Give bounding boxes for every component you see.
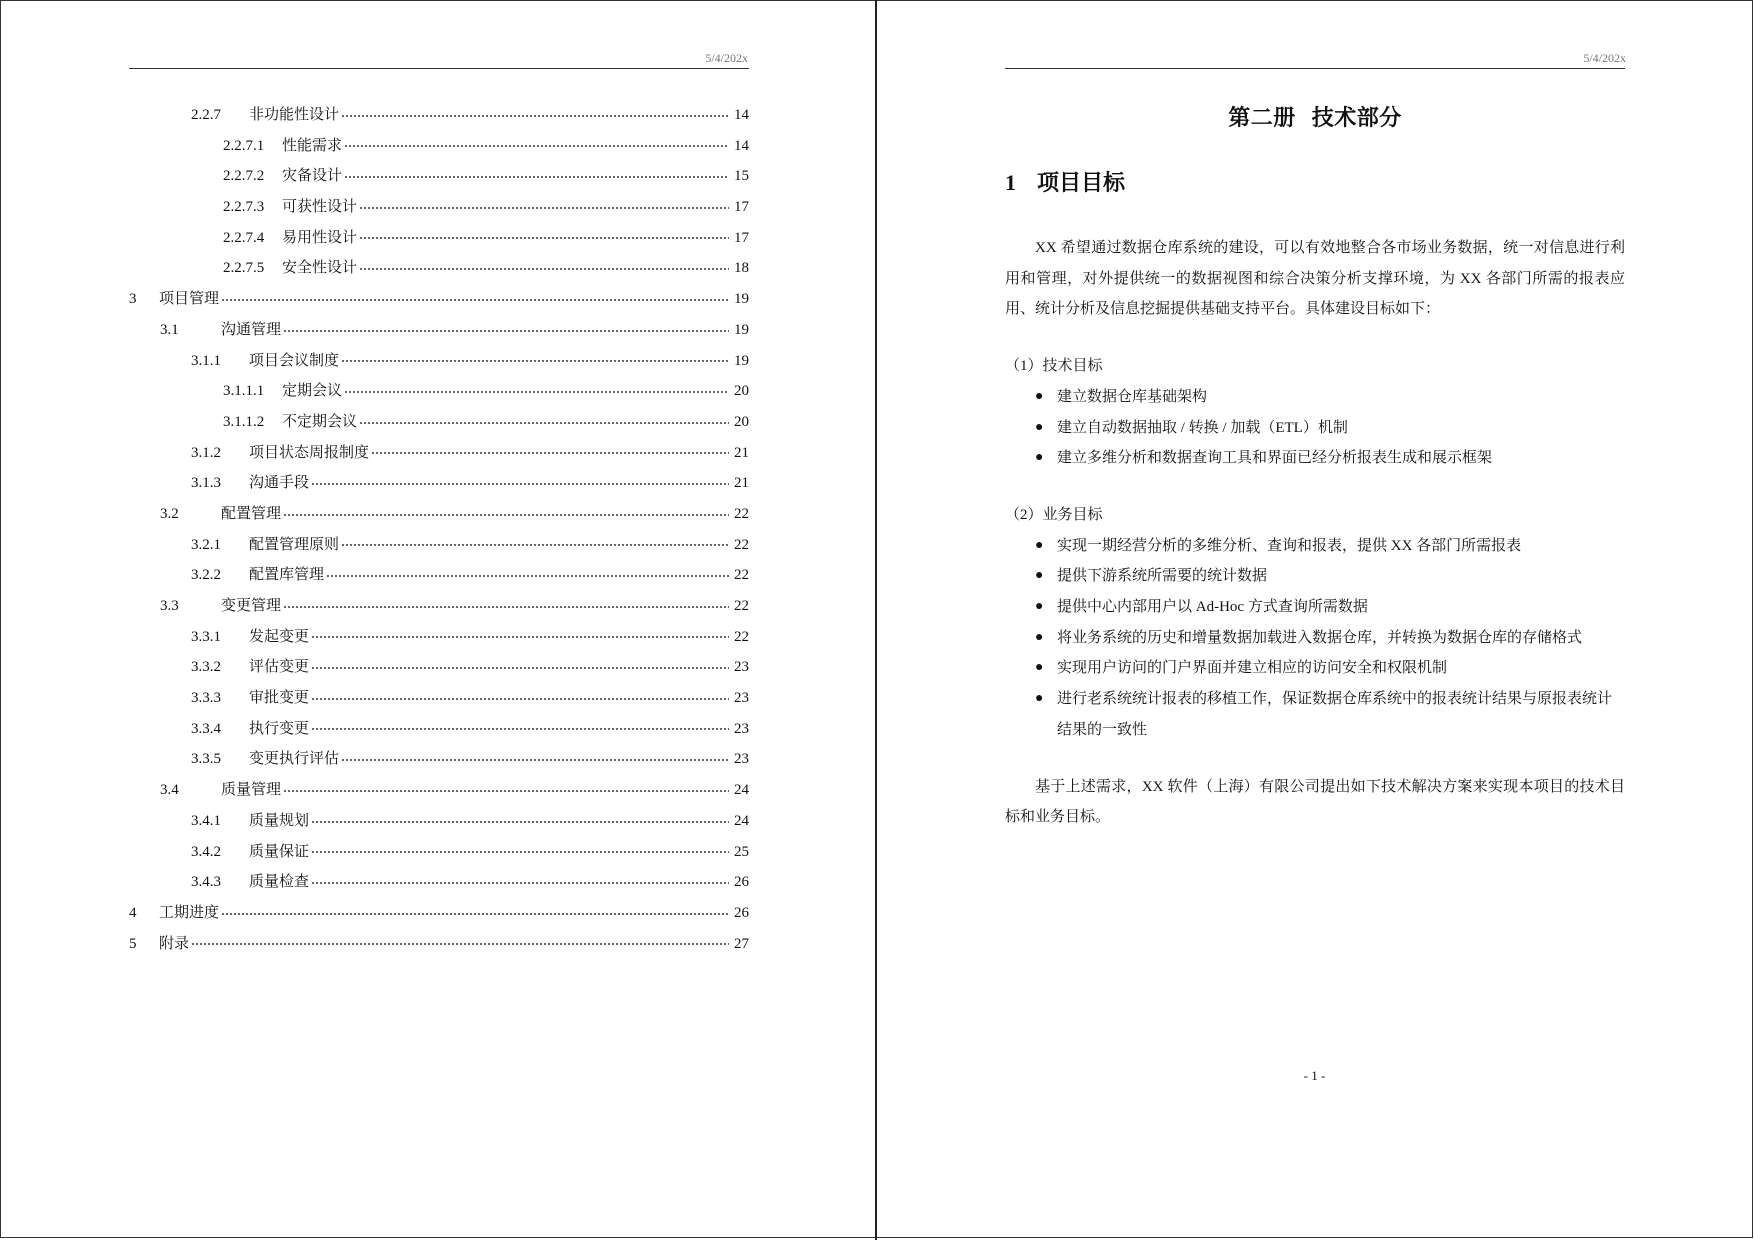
toc-entry[interactable] bbox=[129, 346, 749, 377]
list-item-text: 提供下游系统所需要的统计数据 bbox=[1057, 568, 1268, 585]
tech-goals-list bbox=[1005, 382, 1625, 474]
toc-entry-number: 2.2.7.5 bbox=[223, 260, 265, 277]
toc-entry[interactable] bbox=[129, 253, 749, 284]
toc-entry-title: 沟通手段 bbox=[249, 475, 310, 492]
toc-entry-title: 项目会议制度 bbox=[249, 352, 340, 369]
toc-dot-leader bbox=[221, 904, 729, 919]
toc-dot-leader bbox=[371, 444, 729, 459]
toc-entry[interactable] bbox=[129, 867, 749, 898]
toc-entry-title: 配置库管理 bbox=[249, 567, 325, 584]
toc-entry[interactable] bbox=[129, 468, 749, 499]
toc-dot-leader bbox=[359, 198, 729, 213]
toc-dot-leader bbox=[311, 843, 729, 858]
toc-entry[interactable] bbox=[129, 560, 749, 591]
toc-entry-number: 3.2.1 bbox=[191, 536, 221, 553]
closing-paragraph: 基于上述需求，XX 软件（上海）有限公司提出如下技术解决方案来实现本项目的技术目标和业务目标。 bbox=[1005, 778, 1625, 826]
toc-entry[interactable] bbox=[129, 407, 749, 438]
toc-entry[interactable] bbox=[129, 192, 749, 223]
toc-entry-title: 评估变更 bbox=[249, 659, 310, 676]
toc-entry-page: 18 bbox=[734, 260, 749, 277]
toc-dot-leader bbox=[311, 812, 729, 827]
toc-entry[interactable] bbox=[129, 898, 749, 929]
toc-entry-title: 变更管理 bbox=[221, 598, 282, 614]
toc-entry-number: 3.1.1.2 bbox=[223, 413, 265, 430]
list-item bbox=[1035, 592, 1625, 623]
toc-entry-page: 17 bbox=[734, 199, 749, 216]
toc-entry-title: 灾备设计 bbox=[282, 168, 343, 185]
toc-entry-page: 22 bbox=[734, 536, 749, 553]
toc-entry-number: 2.2.7.1 bbox=[223, 137, 265, 154]
toc-entry-title: 配置管理 bbox=[221, 505, 282, 522]
toc-entry[interactable] bbox=[129, 714, 749, 745]
toc-dot-leader bbox=[311, 474, 729, 489]
toc-entry-title: 工期进度 bbox=[159, 904, 220, 921]
toc-entry[interactable] bbox=[129, 652, 749, 683]
toc-entry-number: 3.1.1.1 bbox=[223, 383, 265, 400]
bullet-icon: ● bbox=[1035, 629, 1044, 645]
toc-dot-leader bbox=[283, 781, 729, 796]
toc-entry-page: 23 bbox=[734, 751, 749, 768]
bullet-icon: ● bbox=[1035, 568, 1044, 584]
toc-entry-title: 附录 bbox=[159, 935, 190, 952]
bullet-icon: ● bbox=[1035, 537, 1044, 553]
toc-entry-number: 3.2.2 bbox=[191, 567, 221, 584]
list-item-text: 提供中心内部用户以 Ad-Hoc 方式查询所需数据 bbox=[1057, 599, 1368, 616]
toc-entry-title: 性能需求 bbox=[282, 137, 343, 154]
toc-entry-page: 24 bbox=[734, 812, 749, 829]
toc-entry-title: 沟通管理 bbox=[221, 321, 282, 338]
page-content bbox=[1005, 97, 1625, 833]
toc-entry-page: 14 bbox=[734, 107, 749, 123]
header-date: 5/4/202x bbox=[705, 51, 748, 65]
list-item-text: 实现用户访问的门户界面并建立相应的访问安全和权限机制 bbox=[1057, 660, 1448, 677]
toc-entry-title: 配置管理原则 bbox=[249, 536, 340, 553]
toc-entry[interactable] bbox=[129, 161, 749, 192]
list-item-text: 进行老系统统计报表的移植工作，保证数据仓库系统中的报表统计结果与原报表统计结果的一致性 bbox=[1057, 691, 1613, 738]
toc-entry[interactable] bbox=[129, 223, 749, 254]
toc-entry-page: 17 bbox=[734, 229, 749, 246]
header-date: 5/4/202x bbox=[1583, 51, 1626, 65]
toc-entry[interactable] bbox=[129, 315, 749, 346]
toc-entry-page: 22 bbox=[734, 598, 749, 614]
toc-entry-page: 23 bbox=[734, 659, 749, 676]
toc-dot-leader bbox=[326, 566, 729, 581]
toc-entry-title: 审批变更 bbox=[249, 690, 310, 707]
toc-entry-page: 20 bbox=[734, 413, 749, 430]
bullet-icon: ● bbox=[1035, 599, 1044, 615]
toc-entry[interactable] bbox=[129, 806, 749, 837]
toc-entry-number: 3.4.3 bbox=[191, 874, 221, 891]
toc-entry-number: 3.4.2 bbox=[191, 843, 221, 860]
toc-dot-leader bbox=[283, 597, 729, 612]
toc-entry[interactable] bbox=[129, 622, 749, 653]
business-goals-list bbox=[1005, 531, 1625, 746]
toc-dot-leader bbox=[191, 935, 729, 950]
toc-entry-page: 26 bbox=[734, 904, 749, 921]
toc-entry-number: 3.4.1 bbox=[191, 812, 221, 829]
toc-dot-leader bbox=[311, 720, 729, 735]
toc-entry[interactable] bbox=[129, 131, 749, 162]
list-item-text: 建立多维分析和数据查询工具和界面已经分析报表生成和展示框架 bbox=[1057, 450, 1493, 467]
toc-entry-number: 2.2.7.2 bbox=[223, 168, 265, 185]
toc-entry-number: 3.2 bbox=[160, 505, 179, 522]
toc-dot-leader bbox=[359, 413, 729, 428]
toc-entry-number: 3.1.3 bbox=[191, 475, 221, 492]
toc-dot-leader bbox=[221, 290, 729, 305]
list-item bbox=[1035, 443, 1625, 474]
list-item bbox=[1035, 653, 1625, 684]
toc-entry[interactable] bbox=[129, 100, 749, 131]
list-item-text: 建立数据仓库基础架构 bbox=[1057, 388, 1208, 405]
chapter-title: 项目目标 bbox=[1037, 170, 1126, 195]
header-rule bbox=[129, 68, 749, 69]
toc-entry-title: 项目状态周报制度 bbox=[249, 444, 370, 461]
toc-entry-page: 15 bbox=[734, 168, 749, 185]
list-item bbox=[1035, 623, 1625, 654]
toc-entry-page: 27 bbox=[734, 935, 749, 952]
intro-paragraph: XX 希望通过数据仓库系统的建设，可以有效地整合各市场业务数据，统一对信息进行利用和管理，对外提供统一的数据视图和综合决策分析支撑环境，为 XX 各部门所需的报表应用、统计分析及信息挖掘提供基础支持平台。具体建设目标如下： bbox=[1005, 240, 1625, 318]
toc-dot-leader bbox=[359, 229, 729, 244]
toc-entry-number: 3.3.2 bbox=[191, 659, 221, 676]
toc-entry-title: 质量保证 bbox=[249, 843, 310, 860]
toc-entry-title: 变更执行评估 bbox=[249, 751, 340, 768]
toc-dot-leader bbox=[344, 382, 729, 397]
toc-entry[interactable] bbox=[129, 591, 749, 622]
bullet-icon: ● bbox=[1035, 660, 1044, 676]
toc-entry-number: 5 bbox=[129, 935, 137, 952]
book-title-part: 技术部分 bbox=[1311, 105, 1402, 130]
toc-entry-page: 21 bbox=[734, 475, 749, 492]
right-page bbox=[877, 0, 1753, 1238]
toc-entry-number: 3.3.4 bbox=[191, 720, 221, 737]
toc-entry-page: 14 bbox=[734, 137, 749, 154]
book-title-volume: 第二册 bbox=[1228, 105, 1296, 130]
toc-entry-number: 3.1.2 bbox=[191, 444, 221, 461]
toc-entry-title: 定期会议 bbox=[282, 383, 343, 400]
toc-entry[interactable] bbox=[129, 775, 749, 806]
toc-entry-number: 3.1.1 bbox=[191, 352, 221, 369]
toc-dot-leader bbox=[341, 106, 729, 121]
list-item bbox=[1035, 382, 1625, 413]
bullet-icon: ● bbox=[1035, 450, 1044, 466]
toc-dot-leader bbox=[341, 352, 729, 367]
list-item bbox=[1035, 684, 1625, 745]
toc-entry-number: 2.2.7 bbox=[191, 107, 221, 123]
toc-entry[interactable] bbox=[129, 530, 749, 561]
list-item bbox=[1035, 531, 1625, 562]
toc-entry-page: 26 bbox=[734, 874, 749, 891]
toc-entry-title: 不定期会议 bbox=[282, 413, 358, 430]
toc-entry[interactable] bbox=[129, 837, 749, 868]
toc-dot-leader bbox=[344, 137, 729, 152]
toc-entry-title: 执行变更 bbox=[249, 720, 310, 737]
toc-dot-leader bbox=[341, 536, 729, 551]
list-item bbox=[1035, 561, 1625, 592]
list-item-text: 实现一期经营分析的多维分析、查询和报表，提供 XX 各部门所需报表 bbox=[1057, 537, 1522, 554]
toc-entry-page: 22 bbox=[734, 628, 749, 645]
toc-entry[interactable] bbox=[129, 499, 749, 530]
list-item-text: 建立自动数据抽取 / 转换 / 加载（ETL）机制 bbox=[1057, 419, 1348, 436]
toc-entry-title: 易用性设计 bbox=[282, 229, 358, 246]
toc-entry-page: 22 bbox=[734, 567, 749, 584]
toc-entry-title: 项目管理 bbox=[159, 291, 220, 308]
toc-entry-title: 质量规划 bbox=[249, 812, 310, 829]
chapter-heading bbox=[1005, 163, 1625, 203]
toc-entry-title: 质量检查 bbox=[249, 874, 310, 891]
toc-entry-page: 20 bbox=[734, 383, 749, 400]
chapter-number: 1 bbox=[1005, 170, 1016, 195]
toc-dot-leader bbox=[341, 750, 729, 765]
toc-entry[interactable] bbox=[129, 284, 749, 315]
toc-entry[interactable] bbox=[129, 929, 749, 960]
toc-dot-leader bbox=[359, 259, 729, 274]
bullet-icon: ● bbox=[1035, 388, 1044, 404]
toc-entry-page: 22 bbox=[734, 505, 749, 522]
toc-entry[interactable] bbox=[129, 744, 749, 775]
toc-entry-page: 25 bbox=[734, 843, 749, 860]
toc-entry-page: 19 bbox=[734, 321, 749, 338]
tech-goals-heading: （1）技术目标 bbox=[1005, 358, 1103, 375]
toc-entry[interactable] bbox=[129, 376, 749, 407]
toc-dot-leader bbox=[311, 628, 729, 643]
toc-entry-title: 质量管理 bbox=[221, 782, 282, 799]
toc-dot-leader bbox=[311, 689, 729, 704]
toc-entry-number: 3 bbox=[129, 291, 137, 308]
toc-entry-number: 3.3 bbox=[160, 598, 179, 614]
toc-entry-number: 3.3.1 bbox=[191, 628, 221, 645]
book-title bbox=[1005, 97, 1625, 139]
toc-entry-number: 3.4 bbox=[160, 782, 179, 799]
toc-dot-leader bbox=[283, 321, 729, 336]
list-item bbox=[1035, 413, 1625, 444]
header-rule bbox=[1005, 68, 1625, 69]
toc-entry-number: 4 bbox=[129, 904, 137, 921]
toc-entry-page: 19 bbox=[734, 291, 749, 308]
bullet-icon: ● bbox=[1035, 419, 1044, 435]
table-of-contents bbox=[129, 100, 749, 959]
toc-entry-title: 发起变更 bbox=[249, 628, 310, 645]
toc-entry-page: 24 bbox=[734, 782, 749, 799]
toc-entry-number: 3.1 bbox=[160, 321, 179, 338]
toc-entry-number: 2.2.7.3 bbox=[223, 199, 265, 216]
toc-entry[interactable] bbox=[129, 438, 749, 469]
left-page bbox=[0, 0, 876, 1238]
toc-entry-page: 21 bbox=[734, 444, 749, 461]
toc-entry-number: 2.2.7.4 bbox=[223, 229, 265, 246]
toc-entry-number: 3.3.5 bbox=[191, 751, 221, 768]
business-goals-heading: （2）业务目标 bbox=[1005, 506, 1103, 523]
toc-dot-leader bbox=[311, 658, 729, 673]
toc-entry-page: 23 bbox=[734, 720, 749, 737]
toc-entry-title: 安全性设计 bbox=[282, 260, 358, 277]
toc-entry-page: 23 bbox=[734, 690, 749, 707]
toc-entry-title: 非功能性设计 bbox=[249, 107, 340, 123]
toc-entry-number: 3.3.3 bbox=[191, 690, 221, 707]
list-item-text: 将业务系统的历史和增量数据加载进入数据仓库，并转换为数据仓库的存储格式 bbox=[1057, 629, 1583, 646]
toc-entry[interactable] bbox=[129, 683, 749, 714]
toc-dot-leader bbox=[283, 505, 729, 520]
toc-entry-title: 可获性设计 bbox=[282, 199, 358, 216]
toc-entry-page: 19 bbox=[734, 352, 749, 369]
toc-dot-leader bbox=[311, 873, 729, 888]
toc-dot-leader bbox=[344, 167, 729, 182]
page-number: - 1 - bbox=[1303, 1068, 1326, 1083]
bullet-icon: ● bbox=[1035, 691, 1044, 707]
